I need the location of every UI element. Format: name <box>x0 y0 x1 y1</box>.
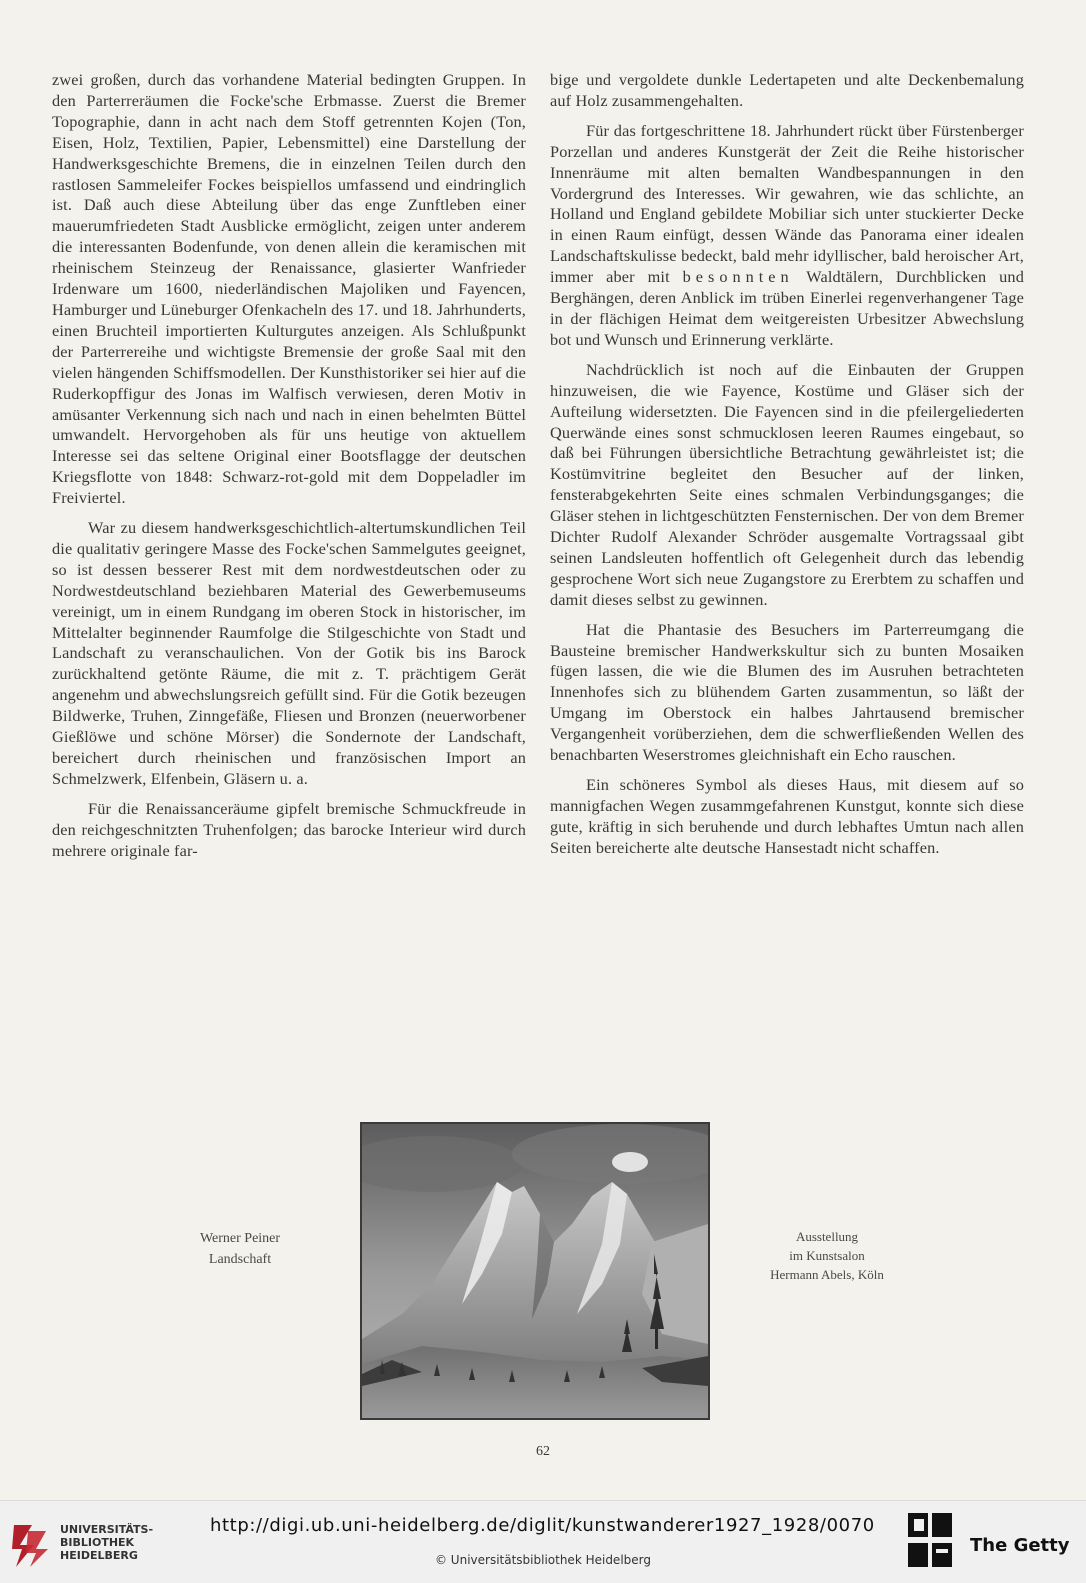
digitization-footer <box>0 1500 1086 1583</box>
spaced-emphasis: besonnten <box>682 267 794 287</box>
getty-logo-icon <box>906 1511 954 1571</box>
paragraph: bige und vergoldete dunkle Ledertapeten und alte Deckenbemalung auf Holz zusammengehalten. <box>550 70 1024 110</box>
paragraph: War zu diesem handwerksgeschichtlich-altertumskundlichen Teil die qualitativ geringere Masse des Focke'schen Sammelgutes geeignet, so ist dessen besserer Rest mit dem nordwestdeutschen oder zu Nordwestdeutschland beziehbaren Material des Gewerbemuseums vereinigt, um in einem Rundgang im oberen Stock in historischer, im Mittelalter beginnender Raumfolge die Stilgeschichte von Stadt und Landschaft zu veranschaulichen. Von der Gotik bis ins Barock zurückhaltend getönte Räume, die mit z. T. prächtigem Gerät angenehm und abwechslungsreich gefüllt sind. Für die Gotik bezeugen Bildwerke, Truhen, Zinngefäße, Fliesen und Bronzen (neuerworbener Gießlöwe und schöne Mörser) die Sondernote der Landschaft, bereichert durch rheinischen und französischen Import an Schmelzwerk, Elfenbein, Gläsern u. a. <box>52 518 526 788</box>
paragraph: Ein schöneres Symbol als dieses Haus, mit diesem auf so mannigfachen Wegen zusammgefahrenen Kunstgut, konnte sich diese gute, kräftig in sich beruhende und durch lebhaftes Umtun nach allen Seiten bereicherte alte deutsche Hansestadt nicht schaffen. <box>550 775 1024 857</box>
caption-line: Ausstellung <box>795 1229 859 1244</box>
paragraph: Hat die Phantasie des Besuchers im Parterreumgang die Bausteine bremischer Handwerkskultur sich zu bunten Mosaiken fügen lassen, die wie die Blumen des im Ausruhen betrachteten Innenhofes sich zu blühendem Garten zusammentun, so läßt der Umgang im Oberstock ein halbes Jahrtausend bremischer Vergangenheit vorüberziehen, dem die schwerfließenden Wellen des benachbarten Weserstromes gleichnishaft ein Echo rauschen. <box>550 619 1024 765</box>
copyright-notice: © Universitätsbibliothek Heidelberg <box>434 1553 651 1567</box>
library-name: UNIVERSITÄTS- BIBLIOTHEK HEIDELBERG <box>60 1523 154 1562</box>
paragraph <box>550 121 1024 351</box>
caption-line: Landschaft <box>208 1252 272 1267</box>
left-column <box>52 70 526 862</box>
right-column <box>550 70 1024 859</box>
figure-caption-artist <box>170 1228 310 1270</box>
text-run: Waldtälern, Durchblicken und Berghängen, deren Anblick im trüben Einerlei regenverhangener Tage in der flächigen Heimat dem weitgereisten Urbesitzer Abwechslung bot und Wunsch und Erinnerung verklärte. <box>550 267 1024 349</box>
caption-line: Hermann Abels, Köln <box>770 1267 884 1282</box>
caption-line: Werner Peiner <box>199 1231 281 1246</box>
getty-label: The Getty <box>970 1535 1070 1556</box>
landscape-painting <box>360 1122 710 1420</box>
permalink-url[interactable]: http://digi.ub.uni-heidelberg.de/diglit/kunstwanderer1927_1928/0070 <box>210 1515 875 1536</box>
paragraph: Nachdrücklich ist noch auf die Einbauten der Gruppen hinzuweisen, die wie Fayence, Kostüme und Gläser sich der Aufteilung widersetzten. Die Fayencen sind in die pfeilergeliederten Querwände eines sonst schmucklosen leeren Raumes eingebaut, so daß bei Führungen übersichtliche Betrachtung gewährleistet ist; die Kostümvitrine begleitet den Besucher auf der linken, fensterabgekehrten Seite eines schmalen Verbindungsganges; die Gläser stehen in lichtgeschützten Fensternischen. Der von dem Bremer Dichter Rudolf Alexander Schröder ausgemalte Vortragssaal gibt seinen Landsleuten hoffentlich oft Gelegenheit durch das lebendig gesprochene Wort sich neue Zugangstore zu Ererbtem zu schaffen und damit dieses selbst zu gewinnen. <box>550 359 1024 609</box>
page-number: 62 <box>536 1444 550 1459</box>
mountain-landscape-illustration <box>362 1124 708 1418</box>
caption-line: im Kunstsalon <box>789 1248 865 1263</box>
figure-caption-exhibition <box>742 1227 912 1284</box>
text-run: Für das fortgeschrittene 18. Jahrhundert rückt über Fürstenberger Porzellan und anderes Kunstgerät der Zeit die Reihe historischer Innenräume mit alten bemalten Wandbespannungen in den Vordergrund des Interesses. Wir gewahren, wie das schlichte, an Holland und England gebildete Mobiliar sich unter stuckierter Decke in einen Raum einfügt, dessen Wände das Panorama einer idealen Landschaftskulisse bedeckt, bald mehr idyllischer, bald heroischer Art, immer aber mit <box>550 120 1024 287</box>
paragraph: zwei großen, durch das vorhandene Material bedingten Gruppen. In den Parterreräumen die Focke'sche Erbmasse. Zuerst die Bremer Topographie, dann in acht nach dem Stoff getrennten Kojen (Ton, Eisen, Holz, Textilien, Papier, Lebensmittel) eine Darstellung der Handwerksgeschichte Bremens, die in einzelnen Teilen durch den rastlosen Sammeleifer Fockes beispiellos umfassend und eindringlich ist. Daß auch diese Abteilung über das enge Zunftleben einer mauerumfriedeten Stadt Ausblicke ermöglicht, zeigen unter anderem die interessanten Bodenfunde, von denen allein die keramischen mit rheinischem Steinzeug der Renaissance, glasierter Wanfrieder Irdenware um 1600, niederländischen Majoliken und Fayencen, Hamburger und Lüneburger Ofenkacheln des 17. und 18. Jahrhunderts, einen Bruchteil importierten Kulturgutes anzeigen. Als Schlußpunkt der Parterrereihe und wichtigste Bremensie der große Saal mit den vielen hängenden Schiffsmodellen. Der Kunsthistoriker sei hier auf die Ruderkopffigur des Jonas im Walfisch verwiesen, deren Motiv in amüsanter Verkennung sich nach und nach in einen behelmten Büttel umwandelt. Hervorgehoben als für uns heutige von aktuellem Interesse sei das seltene Original einer Bootsflagge der deutschen Kriegsflotte von 1848: Schwarz-rot-gold mit dem Doppeladler im Freiviertel. <box>52 70 526 508</box>
paragraph: Für die Renaissanceräume gipfelt bremische Schmuckfreude in den reichgeschnitzten Truhenfolgen; das barocke Interieur wird durch mehrere originale far- <box>52 798 526 860</box>
